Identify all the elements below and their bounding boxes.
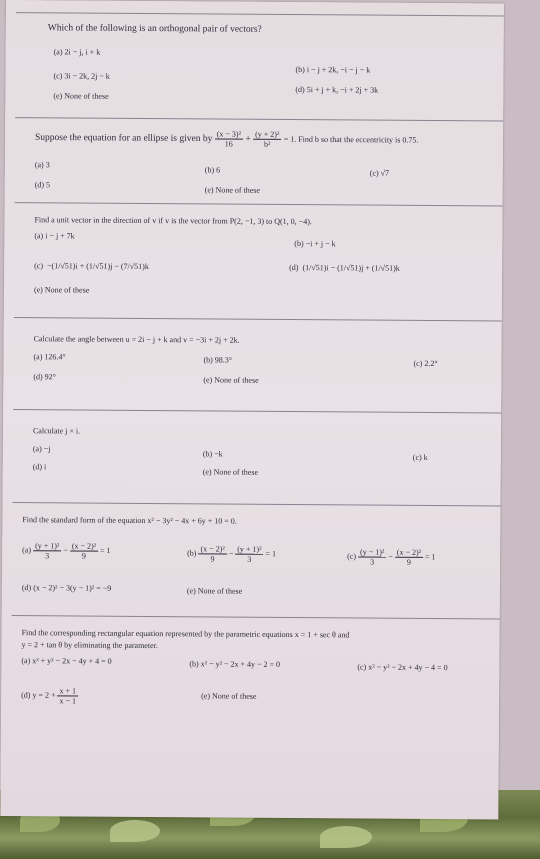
option-label: (a)	[22, 545, 32, 555]
question-6	[12, 502, 501, 619]
option-expression: (d) y = 2 +	[21, 690, 56, 700]
question-5	[12, 409, 501, 506]
fraction	[198, 544, 226, 563]
option-b: (b) 98.3°	[203, 355, 233, 365]
question-prompt: Calculate j × i.	[32, 426, 81, 436]
option-label: (d)	[289, 262, 299, 273]
numerator: (y + 1)²	[33, 541, 61, 551]
option-c: (c) x² − y² − 2x + 4y − 4 = 0	[357, 662, 448, 673]
option-c: (c) √7	[369, 168, 390, 178]
option-c: (c) 2.2°	[413, 358, 438, 369]
denominator: b²	[263, 139, 271, 149]
fraction	[395, 548, 423, 567]
option-c: (c) k	[412, 452, 428, 462]
denominator: 3	[45, 551, 50, 561]
option-e: (e) None of these	[203, 375, 259, 385]
option-c	[34, 261, 149, 271]
fraction	[33, 541, 61, 560]
numerator: (y + 2)²	[253, 130, 281, 140]
option-e: (e) None of these	[53, 91, 109, 101]
fraction	[70, 541, 98, 560]
prompt-text: Suppose the equation for an ellipse is given by	[35, 132, 213, 145]
denominator: 9	[210, 554, 215, 564]
numerator: (y + 1)²	[235, 545, 263, 555]
question-7	[10, 615, 499, 814]
rhs: = 1	[265, 549, 277, 559]
question-2	[15, 117, 504, 206]
question-prompt	[35, 128, 419, 150]
option-a	[22, 541, 111, 561]
option-d: (d) 5i + j + k, −i + 2j + 3k	[295, 85, 379, 95]
option-a: (a) 126.4°	[33, 352, 66, 362]
option-b: (b) −i + j − k	[294, 239, 336, 249]
question-1	[15, 12, 504, 121]
denominator: x − 1	[59, 696, 77, 706]
option-d	[21, 686, 78, 705]
option-b: (b) −k	[202, 449, 223, 459]
operator: +	[245, 134, 251, 145]
leaf-pattern	[320, 826, 372, 848]
operator: −	[63, 545, 68, 555]
question-prompt: Find a unit vector in the direction of v if v is the vector from P(2, −1, 3) to Q(1, 0, −4).	[34, 215, 312, 227]
fraction	[215, 129, 243, 148]
question-prompt: Calculate the angle between u = 2i − j + k and v = −3i + 2j + 2k.	[33, 334, 240, 345]
option-label: (c)	[34, 261, 44, 271]
option-a: (a) 3	[34, 160, 50, 170]
option-e: (e) None of these	[204, 185, 261, 195]
option-a: (a) i − j + 7k	[34, 231, 75, 241]
question-prompt: Find the standard form of the equation x² − 3y² − 4x + 6y + 10 = 0.	[22, 515, 237, 526]
numerator: x + 1	[57, 686, 78, 696]
fraction	[358, 547, 386, 566]
denominator: 16	[224, 139, 233, 149]
option-d: (d) 92°	[33, 372, 56, 382]
fraction	[235, 545, 263, 564]
option-e: (e) None of these	[186, 586, 243, 596]
option-a: (a) 2i − j, i + k	[53, 47, 101, 57]
option-label: (b)	[187, 548, 197, 558]
option-e: (e) None of these	[33, 285, 90, 295]
option-a: (a) −j	[32, 444, 51, 454]
rhs: = 1	[424, 552, 436, 562]
denominator: 3	[247, 554, 252, 564]
numerator: (x − 2)²	[198, 544, 226, 554]
option-e: (e) None of these	[201, 691, 257, 701]
option-c: (c) 3i − 2k, 2j − k	[53, 71, 110, 81]
question-prompt: Which of the following is an orthogonal pair of vectors?	[47, 23, 262, 35]
option-d: (d) (x − 2)² − 3(y − 1)² = −9	[21, 583, 112, 593]
fraction	[253, 130, 281, 149]
question-4	[13, 317, 502, 413]
question-3	[14, 202, 503, 321]
option-expression: −(1/√51)i + (1/√51)j − (7/√51)k	[47, 261, 149, 272]
denominator: 9	[81, 551, 86, 561]
option-d: (d) i	[32, 462, 47, 472]
option-label: (c)	[347, 551, 357, 561]
option-b	[187, 544, 276, 564]
option-a: (a) x² + y² − 2x − 4y + 4 = 0	[21, 656, 112, 666]
numerator: (x − 2)²	[395, 548, 423, 558]
question-prompt: y = 2 + tan θ by eliminating the parameter.	[21, 640, 158, 651]
question-prompt: Find the corresponding rectangular equation represented by the parametric equations x = 1 + sec θ and	[21, 628, 350, 640]
rhs: = 1	[100, 546, 111, 556]
option-expression: (1/√51)i − (1/√51)j + (1/√51)k	[302, 263, 400, 273]
operator: −	[388, 552, 393, 562]
option-b: (b) i − j + 2k, −i − j − k	[295, 65, 371, 75]
fraction	[57, 686, 78, 705]
numerator: (y − 1)²	[358, 547, 386, 557]
option-d	[289, 263, 400, 273]
numerator: (x − 2)²	[70, 541, 98, 551]
denominator: 9	[406, 557, 411, 567]
option-e: (e) None of these	[202, 467, 259, 477]
operator: −	[228, 548, 234, 558]
numerator: (x − 3)²	[215, 129, 243, 139]
option-b: (b) 6	[204, 165, 221, 175]
option-d: (d) 5	[34, 180, 51, 190]
denominator: 3	[370, 557, 375, 567]
option-b: (b) x² − y² − 2x + 4y − 2 = 0	[189, 659, 281, 669]
option-c	[347, 547, 436, 567]
leaf-pattern	[110, 820, 160, 842]
prompt-text: = 1. Find b so that the eccentricity is 0.75.	[283, 134, 419, 145]
